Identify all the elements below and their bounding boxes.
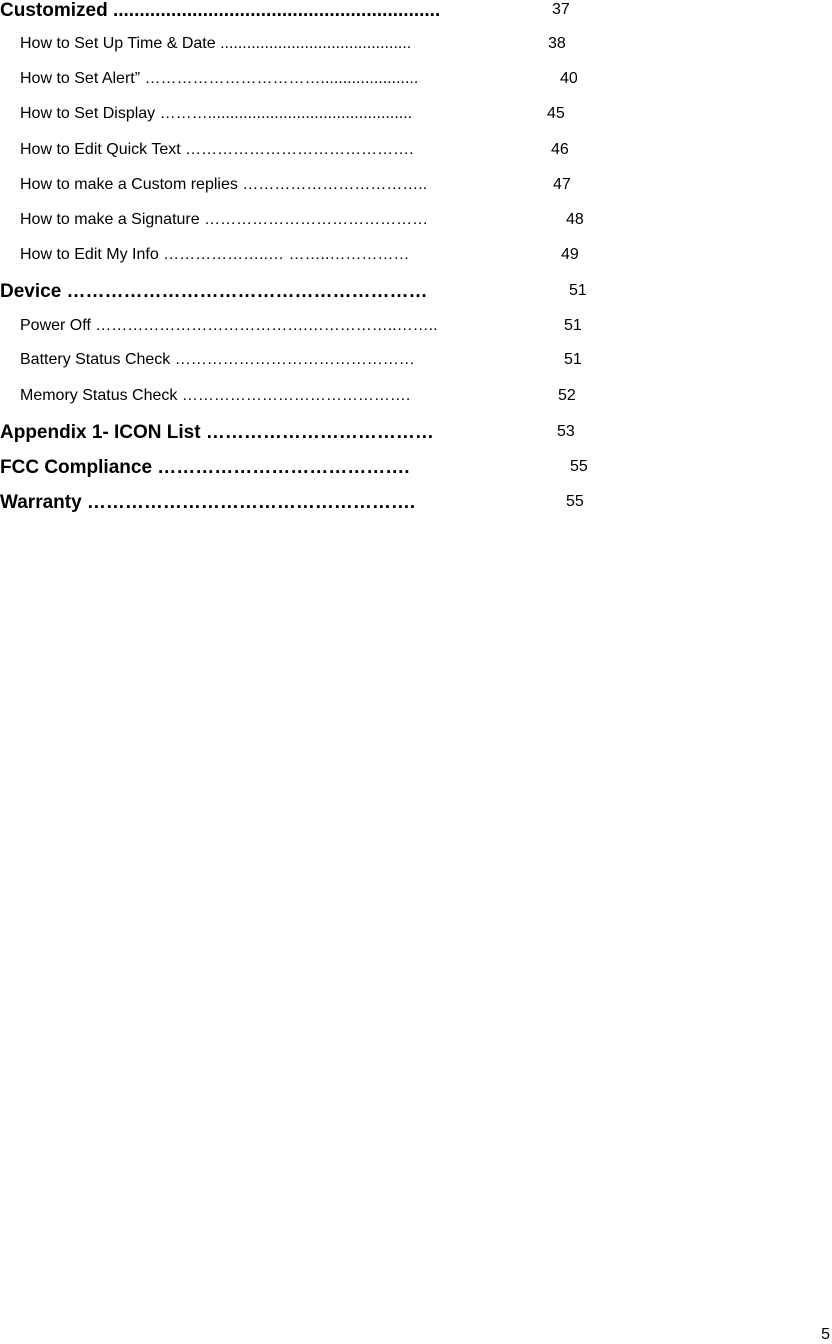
toc-entry-label: How to make a Custom replies …………………………….. [20, 176, 428, 193]
toc-entry-label: Appendix 1- ICON List ……………………………… [0, 422, 434, 443]
toc-entry-label: Warranty ……………………………………………. [0, 492, 416, 513]
toc-entry-label: FCC Compliance …………………………………. [0, 457, 410, 478]
toc-entry-page: 52 [558, 387, 576, 404]
toc-entry-page: 37 [552, 1, 570, 18]
toc-entry-page: 55 [570, 458, 588, 475]
toc-entry-page: 51 [564, 317, 582, 334]
toc-entry-page: 38 [548, 35, 566, 52]
toc-entry-label: Battery Status Check ……………………………………… [20, 351, 415, 368]
toc-entry-page: 53 [557, 423, 575, 440]
page-number: 5 [821, 1326, 830, 1343]
toc-entry-label: How to Set Up Time & Date ........................................... [20, 35, 412, 52]
toc-entry-label: Memory Status Check ……………………………………. [20, 387, 411, 404]
toc-entry-label: How to Edit My Info ………………..… ……..…………… [20, 246, 410, 263]
toc-entry-label: How to Set Display ……….............................................. [20, 105, 413, 122]
toc-entry-page: 51 [569, 282, 587, 299]
toc-entry-page: 55 [566, 493, 584, 510]
toc-entry-page: 49 [561, 246, 579, 263]
toc-entry-page: 46 [551, 141, 569, 158]
toc-entry-label: How to Set Alert” ……………………………...................... [20, 70, 419, 87]
toc-entry-page: 51 [564, 351, 582, 368]
toc-entry-label: Device ………………………………………………… [0, 281, 428, 302]
toc-entry-label: Customized .............................................................. [0, 0, 441, 21]
toc-entry-page: 48 [566, 211, 584, 228]
toc-entry-label: Power Off ………………………………….……………..…….. [20, 317, 438, 334]
toc-entry-label: How to Edit Quick Text ……………………………………. [20, 141, 414, 158]
toc-entry-page: 47 [553, 176, 571, 193]
toc-entry-page: 40 [560, 70, 578, 87]
toc-entry-label: How to make a Signature …………………………………… [20, 211, 429, 228]
toc-entry-page: 45 [547, 105, 565, 122]
